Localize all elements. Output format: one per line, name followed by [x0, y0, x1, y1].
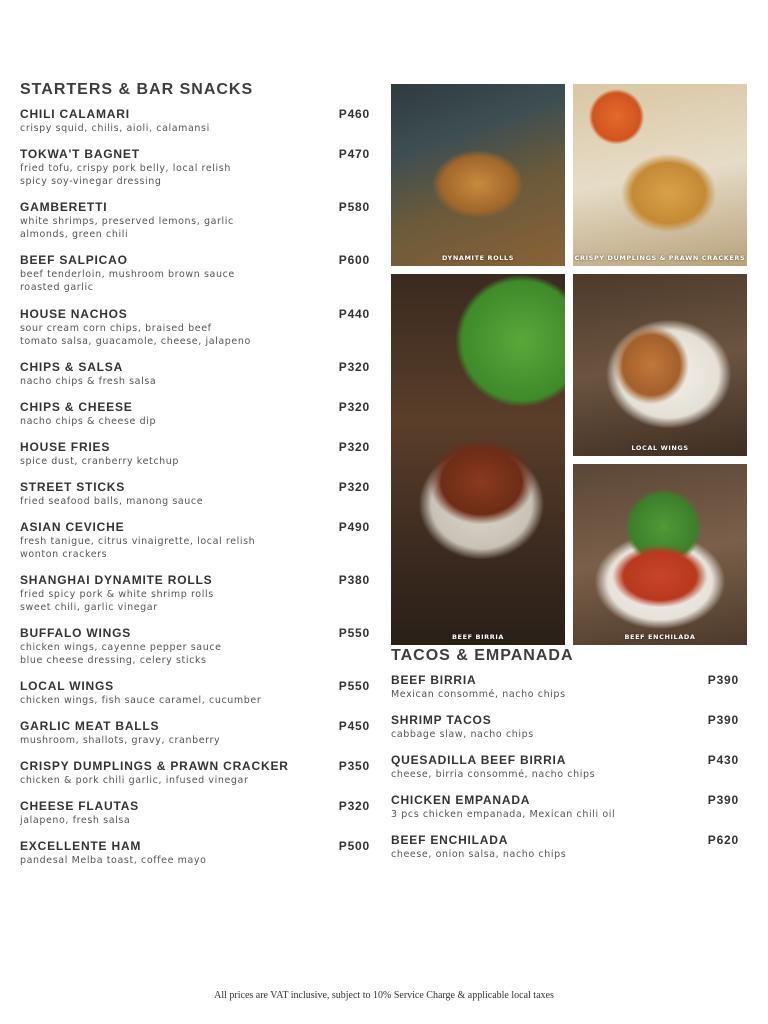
menu-item-description: chicken & pork chili garlic, infused vinegar	[20, 775, 249, 787]
menu-item-price: P320	[338, 479, 370, 494]
menu-item-price: P490	[338, 519, 370, 534]
menu-item	[20, 200, 370, 253]
menu-item-description: beef tenderloin, mushroom brown sauce	[20, 269, 235, 281]
beef-enchilada-photo	[573, 464, 747, 645]
menu-item-name: EXCELLENTE HAM	[20, 839, 142, 854]
menu-item	[391, 673, 739, 713]
menu-item-name: GAMBERETTI	[20, 200, 108, 215]
menu-item	[20, 253, 370, 306]
menu-item	[20, 839, 370, 879]
menu-item	[20, 480, 370, 520]
beef-birria-photo	[391, 274, 565, 645]
menu-item-description: spice dust, cranberry ketchup	[20, 455, 180, 467]
menu-item-description: white shrimps, preserved lemons, garlic	[20, 216, 234, 228]
menu-item-description: nacho chips & cheese dip	[20, 415, 157, 427]
menu-item-description: crispy squid, chilis, aioli, calamansi	[20, 123, 210, 134]
photo-caption: CRISPY DUMPLINGS & PRAWN CRACKERS	[574, 254, 746, 262]
menu-item-price: P450	[338, 719, 370, 734]
menu-item	[20, 307, 370, 360]
tacos-menu-list	[391, 673, 739, 873]
menu-item	[20, 440, 370, 480]
menu-item-price: P320	[338, 439, 370, 454]
menu-item-price: P600	[338, 253, 370, 268]
menu-item-description: mushroom, shallots, gravy, cranberry	[20, 735, 221, 747]
menu-item	[20, 626, 370, 679]
footer-note: All prices are VAT inclusive, subject to 10% Service Charge & applicable local taxes	[214, 990, 554, 1001]
menu-item	[391, 833, 739, 873]
menu-item-price: P440	[338, 306, 370, 321]
menu-item-description: wonton crackers	[20, 548, 108, 560]
starters-menu-list	[20, 107, 370, 879]
menu-item	[20, 719, 370, 759]
menu-item	[391, 753, 739, 793]
menu-item-price: P550	[338, 679, 370, 694]
menu-item-price: P430	[707, 753, 739, 767]
menu-item-name: TOKWA'T BAGNET	[20, 147, 140, 161]
menu-item-description: almonds, green chili	[20, 229, 129, 241]
photo-caption: LOCAL WINGS	[631, 444, 689, 452]
menu-item-description: 3 pcs chicken empanada, Mexican chili oil	[391, 809, 616, 820]
menu-item	[20, 360, 370, 400]
menu-item-description: jalapeno, fresh salsa	[20, 815, 131, 827]
menu-item-price: P390	[707, 793, 739, 807]
menu-item-price: P350	[338, 759, 370, 774]
menu-item-name: HOUSE FRIES	[20, 439, 111, 454]
menu-item-description: cheese, onion salsa, nacho chips	[391, 849, 567, 860]
menu-item-price: P320	[338, 799, 370, 814]
menu-item-name: BEEF ENCHILADA	[391, 833, 509, 847]
menu-item-description: cheese, birria consommé, nacho chips	[391, 769, 596, 780]
menu-item-price: P550	[338, 626, 370, 641]
menu-item	[20, 799, 370, 839]
menu-item-name: BEEF BIRRIA	[391, 673, 477, 687]
menu-item-price: P320	[338, 359, 370, 374]
menu-item	[20, 573, 370, 626]
menu-item-description: fried tofu, crispy pork belly, local relish	[20, 163, 231, 174]
menu-item-description: cabbage slaw, nacho chips	[391, 729, 534, 740]
menu-item	[20, 520, 370, 573]
menu-item-price: P390	[707, 713, 739, 727]
menu-item-name: GARLIC MEAT BALLS	[20, 719, 160, 734]
menu-item	[391, 793, 739, 833]
photo-caption: BEEF ENCHILADA	[624, 633, 696, 641]
menu-item-description: roasted garlic	[20, 282, 94, 294]
menu-item-price: P390	[707, 673, 739, 687]
menu-item-description: spicy soy-vinegar dressing	[20, 176, 162, 187]
menu-item-description: chicken wings, cayenne pepper sauce	[20, 642, 222, 654]
photo-caption: BEEF BIRRIA	[452, 633, 504, 641]
menu-item-name: QUESADILLA BEEF BIRRIA	[391, 753, 567, 767]
menu-item-name: HOUSE NACHOS	[20, 306, 128, 321]
menu-item-price: P460	[338, 107, 370, 121]
menu-item-description: blue cheese dressing, celery sticks	[20, 655, 207, 667]
menu-item-description: Mexican consommé, nacho chips	[391, 689, 566, 700]
menu-item-description: sour cream corn chips, braised beef	[20, 322, 212, 334]
menu-item-name: BEEF SALPICAO	[20, 253, 128, 268]
menu-item	[391, 713, 739, 753]
menu-item-price: P380	[338, 572, 370, 587]
starters-section-title: STARTERS & BAR SNACKS	[20, 81, 254, 98]
photo-caption: DYNAMITE ROLLS	[441, 254, 515, 262]
menu-item-description: chicken wings, fish sauce caramel, cucumber	[20, 695, 262, 707]
menu-item-price: P320	[338, 399, 370, 414]
menu-item-description: fried spicy pork & white shrimp rolls	[20, 588, 214, 600]
menu-item-name: BUFFALO WINGS	[20, 626, 132, 641]
menu-item-name: SHRIMP TACOS	[391, 713, 492, 727]
menu-item-description: fresh tanigue, citrus vinaigrette, local relish	[20, 535, 256, 547]
menu-item-description: nacho chips & fresh salsa	[20, 375, 157, 387]
menu-item-name: ASIAN CEVICHE	[20, 519, 125, 534]
menu-item	[20, 759, 370, 799]
menu-item-name: CHICKEN EMPANADA	[391, 793, 531, 807]
dynamite-rolls-photo	[391, 84, 565, 266]
menu-item-description: sweet chili, garlic vinegar	[20, 601, 158, 613]
menu-item-name: CRISPY DUMPLINGS & PRAWN CRACKER	[20, 759, 289, 774]
menu-item	[20, 679, 370, 719]
menu-item-price: P470	[338, 147, 370, 161]
menu-item-name: CHIPS & SALSA	[20, 359, 124, 374]
menu-item	[20, 400, 370, 440]
menu-item-name: STREET STICKS	[20, 479, 126, 494]
menu-item-price: P620	[707, 833, 739, 847]
menu-item-description: pandesal Melba toast, coffee mayo	[20, 855, 207, 867]
tacos-section-title: TACOS & EMPANADA	[391, 647, 574, 664]
menu-item	[20, 147, 370, 200]
menu-item-name: SHANGHAI DYNAMITE ROLLS	[20, 572, 213, 587]
menu-item-name: CHIPS & CHEESE	[20, 399, 133, 414]
menu-item-price: P580	[338, 200, 370, 215]
menu-item-description: fried seafood balls, manong sauce	[20, 495, 204, 507]
menu-item-name: CHEESE FLAUTAS	[20, 799, 139, 814]
local-wings-photo	[573, 274, 747, 456]
menu-item-price: P500	[338, 839, 370, 854]
crispy-dumplings-photo	[573, 84, 747, 266]
menu-item	[20, 107, 370, 147]
menu-item-description: tomato salsa, guacamole, cheese, jalapeno	[20, 335, 251, 347]
menu-item-name: CHILI CALAMARI	[20, 107, 130, 121]
menu-item-name: LOCAL WINGS	[20, 679, 114, 694]
